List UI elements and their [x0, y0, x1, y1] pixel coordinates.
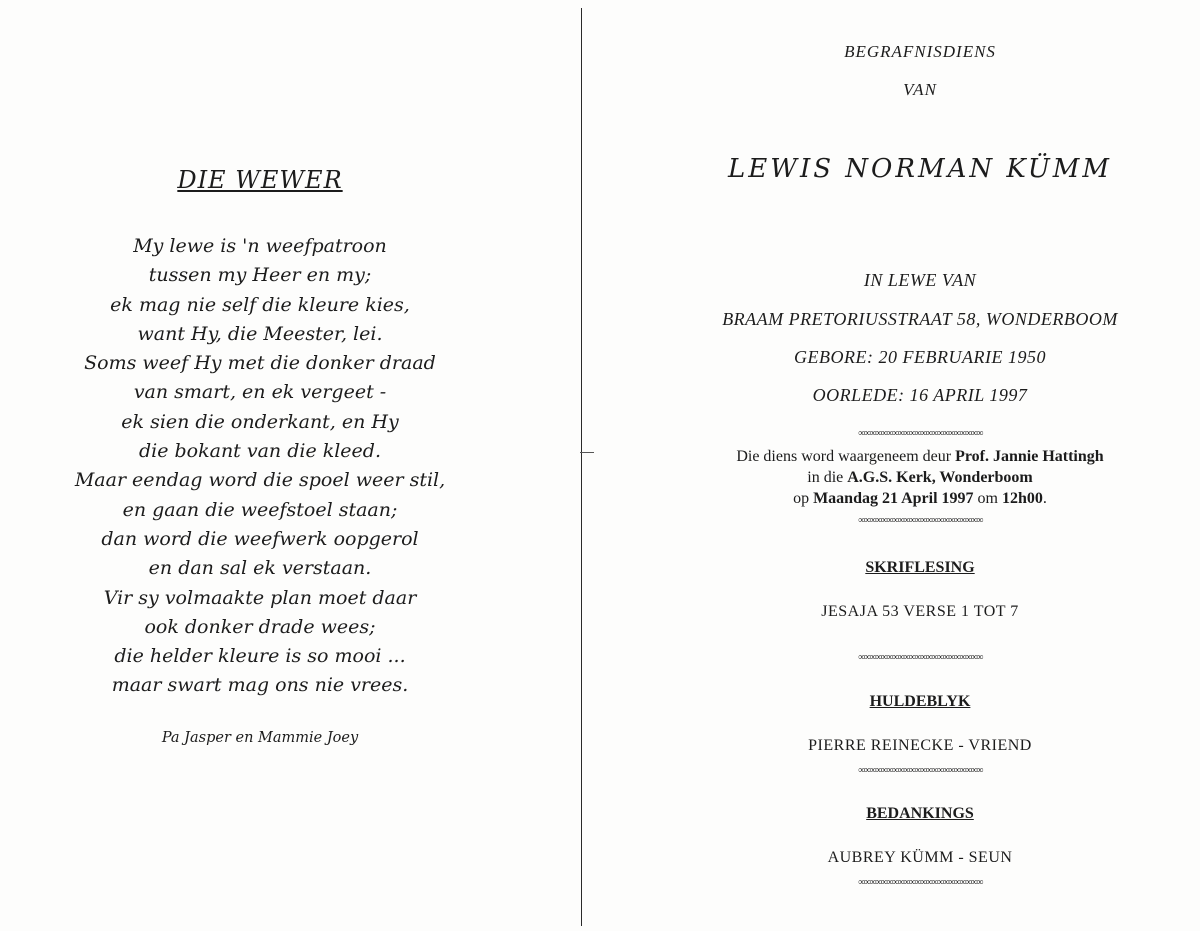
- section-title-huldeblyk: HULDEBLYK: [869, 693, 971, 710]
- poem-body: [0, 232, 520, 701]
- poem-line: Vir sy volmaakte plan moet daar: [103, 586, 417, 609]
- section-text-skriflesing: JESAJA 53 VERSE 1 TOT 7: [821, 603, 1019, 620]
- section-text-bedankings: AUBREY KÜMM - SEUN: [827, 849, 1013, 866]
- poem-title: DIE WEWER: [177, 166, 343, 194]
- section-title-bedankings: BEDANKINGS: [866, 805, 974, 822]
- service-line-venue: in die A.G.S. Kerk, Wonderboom: [807, 469, 1033, 486]
- service-line-datetime: op Maandag 21 April 1997 om 12h00.: [793, 490, 1047, 507]
- left-page: [0, 0, 520, 931]
- poem-line: Soms weef Hy met die donker draad: [84, 352, 436, 375]
- program-heading-van: VAN: [903, 80, 937, 99]
- ornament-divider: ∞∞∞∞∞∞∞∞∞∞∞∞∞∞∞∞∞∞∞∞∞∞: [858, 652, 982, 663]
- poem-line: tussen my Heer en my;: [148, 264, 372, 287]
- poem-line: en gaan die weefstoel staan;: [122, 498, 398, 521]
- poem-line: ek mag nie self die kleure kies,: [110, 293, 410, 316]
- service-time: 12h00: [1002, 490, 1043, 507]
- officiant-name: Prof. Jannie Hattingh: [955, 448, 1104, 465]
- address: BRAAM PRETORIUSSTRAAT 58, WONDERBOOM: [722, 309, 1118, 329]
- fold-mark: [580, 452, 594, 453]
- program-heading: BEGRAFNISDIENS: [844, 42, 996, 61]
- page-fold-line: [581, 8, 582, 926]
- poem-line: maar swart mag ons nie vrees.: [111, 674, 409, 697]
- poem-line: en dan sal ek verstaan.: [148, 557, 372, 580]
- death-date: OORLEDE: 16 APRIL 1997: [812, 385, 1028, 405]
- poem-line: Maar eendag word die spoel weer stil,: [74, 469, 446, 492]
- service-line-officiant: Die diens word waargeneem deur Prof. Jannie Hattingh: [736, 448, 1104, 465]
- service-details: [640, 446, 1200, 509]
- poem-line: die helder kleure is so mooi ...: [114, 645, 406, 668]
- poem-line: My lewe is 'n weefpatroon: [133, 235, 387, 257]
- poem-line: die bokant van die kleed.: [138, 440, 382, 463]
- ornament-divider: ∞∞∞∞∞∞∞∞∞∞∞∞∞∞∞∞∞∞∞∞∞∞: [858, 428, 982, 439]
- ornament-divider: ∞∞∞∞∞∞∞∞∞∞∞∞∞∞∞∞∞∞∞∞∞∞: [858, 765, 982, 776]
- poem-line: van smart, en ek vergeet -: [133, 381, 387, 404]
- birth-date: GEBORE: 20 FEBRUARIE 1950: [794, 347, 1046, 367]
- poem-line: dan word die weefwerk oopgerol: [101, 527, 419, 550]
- poem-signature: Pa Jasper en Mammie Joey: [161, 730, 359, 746]
- service-date: Maandag 21 April 1997: [813, 490, 974, 507]
- section-title-skriflesing: SKRIFLESING: [865, 559, 975, 576]
- right-page: [640, 0, 1200, 931]
- poem-line: ek sien die onderkant, en Hy: [121, 410, 399, 433]
- poem-line: want Hy, die Meester, lei.: [137, 322, 383, 345]
- poem-line: ook donker drade wees;: [144, 615, 376, 638]
- ornament-divider: ∞∞∞∞∞∞∞∞∞∞∞∞∞∞∞∞∞∞∞∞∞∞: [858, 515, 982, 526]
- venue-name: A.G.S. Kerk, Wonderboom: [847, 469, 1033, 486]
- in-lewe-van: IN LEWE VAN: [863, 270, 977, 290]
- section-text-huldeblyk: PIERRE REINECKE - VRIEND: [808, 737, 1032, 754]
- ornament-divider: ∞∞∞∞∞∞∞∞∞∞∞∞∞∞∞∞∞∞∞∞∞∞: [858, 877, 982, 888]
- deceased-name: LEWIS NORMAN KÜMM: [727, 154, 1113, 184]
